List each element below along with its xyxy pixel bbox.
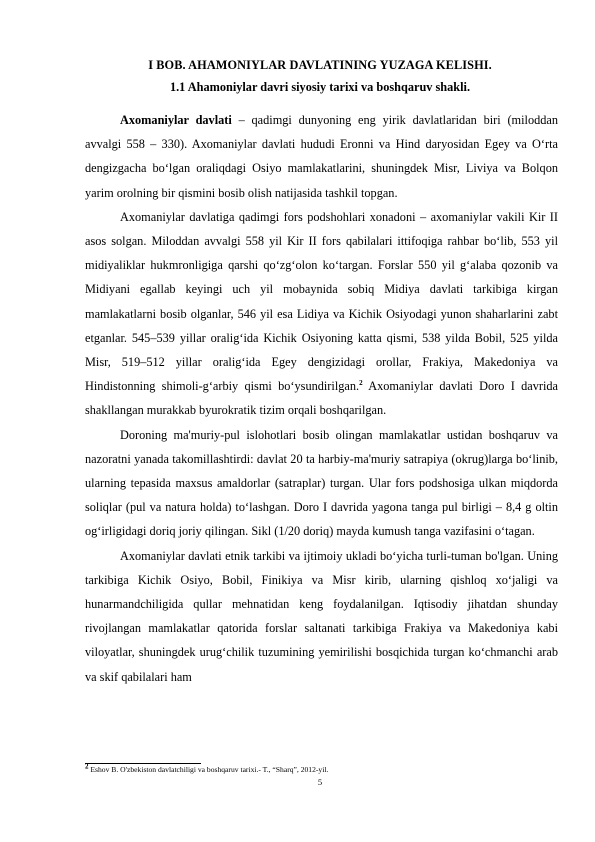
paragraph-2: [85, 205, 558, 423]
footnote-number: 2: [85, 762, 89, 771]
chapter-title: I BOB. AHAMONIYLAR DAVLATINING YUZAGA KELISHI.: [148, 58, 492, 72]
paragraph-1-text: – qadimgi dunyoning eng yirik davlatlaridan biri (miloddan avvalgi 558 – 330). Axomaniylar davlati hududi Eronni va Hind daryosidan Egey va Oʻrta dengizgacha boʻlgan oraliqdagi Osiyo mamlakatlarini, shuningdek Misr, Liviya va Bolqon yarim orolning bir qismini bosib olish natijasida tashkil topgan.: [85, 113, 559, 200]
term-axomaniylar-davlati: Axomaniylar davlati: [120, 113, 232, 127]
paragraph-2-text-after: Axomaniylar davlati Doro I davrida shakllangan murakkab byurokratik tizim orqali boshqarilgan.: [85, 379, 558, 418]
section-title: 1.1 Ahamoniylar davri siyosiy tarixi va boshqaruv shakli.: [169, 80, 471, 94]
page-number: 5: [317, 777, 323, 787]
body-text: [85, 108, 558, 689]
footnote: [85, 762, 555, 775]
paragraph-3: [85, 423, 558, 544]
paragraph-4: [85, 544, 558, 689]
paragraph-3-text: Doroning ma'muriy-pul islohotlari bosib olingan mamlakatlar ustidan boshqaruv va nazoratni yanada takomillashtirdi: davlat 20 ta harbiy-ma'muriy satrapiya (okrug)larga boʻlinib, ularning tepasida maxsus amaldorlar (satraplar) turgan. Ular fors podshosiga ulkan miqdorda soliqlar (pul va natura holda) toʻlashgan. Doro I davrida yagona tanga pul birligi – 8,4 g oltin ogʻirligidagi doriq joriy qilingan. Sikl (1/20 doriq) mayda kumush tanga vazifasini oʻtagan.: [85, 427, 558, 539]
paragraph-1: [85, 108, 558, 205]
footnote-text: Eshov B. O'zbekiston davlatchiligi va boshqaruv tarixi.- T., “Sharq”, 2012-yil.: [88, 765, 329, 774]
paragraph-2-text: Axomaniylar davlatiga qadimgi fors podshohlari xonadoni – axomaniylar vakili Kir II asos solgan. Miloddan avvalgi 558 yil Kir II fors qabilalari ittifoqiga rahbar boʻlib, 553 yil midiyaliklar hukmronligiga qarshi qoʻzgʻolon koʻtargan. Forslar 550 yil gʻalaba qozonib va Midiyani egallab keyingi uch yil mobaynida sobiq Midiya davlati tarkibiga kirgan mamlakatlarni bosib olganlar, 546 yil esa Lidiya va Kichik Osiyodagi yunon shaharlarini zabt etganlar. 545–539 yillar oraligʻida Kichik Osiyoning katta qismi, 538 yilda Bobil, 525 yilda Misr, 519–512 yillar oraligʻida Egey dengizidagi orollar, Frakiya, Makedoniya va Hindistonning shimoli-gʻarbiy qismi boʻysundirilgan.: [85, 209, 558, 394]
footnote-divider: [85, 763, 201, 764]
footnote-ref[interactable]: 2: [359, 379, 363, 388]
paragraph-4-text: Axomaniylar davlati etnik tarkibi va ijtimoiy ukladi boʻyicha turli-tuman bo'lgan. Uning tarkibiga Kichik Osiyo, Bobil, Finikiya va Misr kirib, ularning qishloq xoʻjaligi va hunarmandchiligida qullar mehnatidan keng foydalanilgan. Iqtisodiy jihatdan shunday rivojlangan mamlakatlar qatorida forslar saltanati tarkibiga Frakiya va Makedoniya kabi viloyatlar, shuningdek urugʻchilik tuzumining yemirilishi bosqichida turgan koʻchmanchi arab va skif qabilalari ham: [85, 548, 558, 684]
